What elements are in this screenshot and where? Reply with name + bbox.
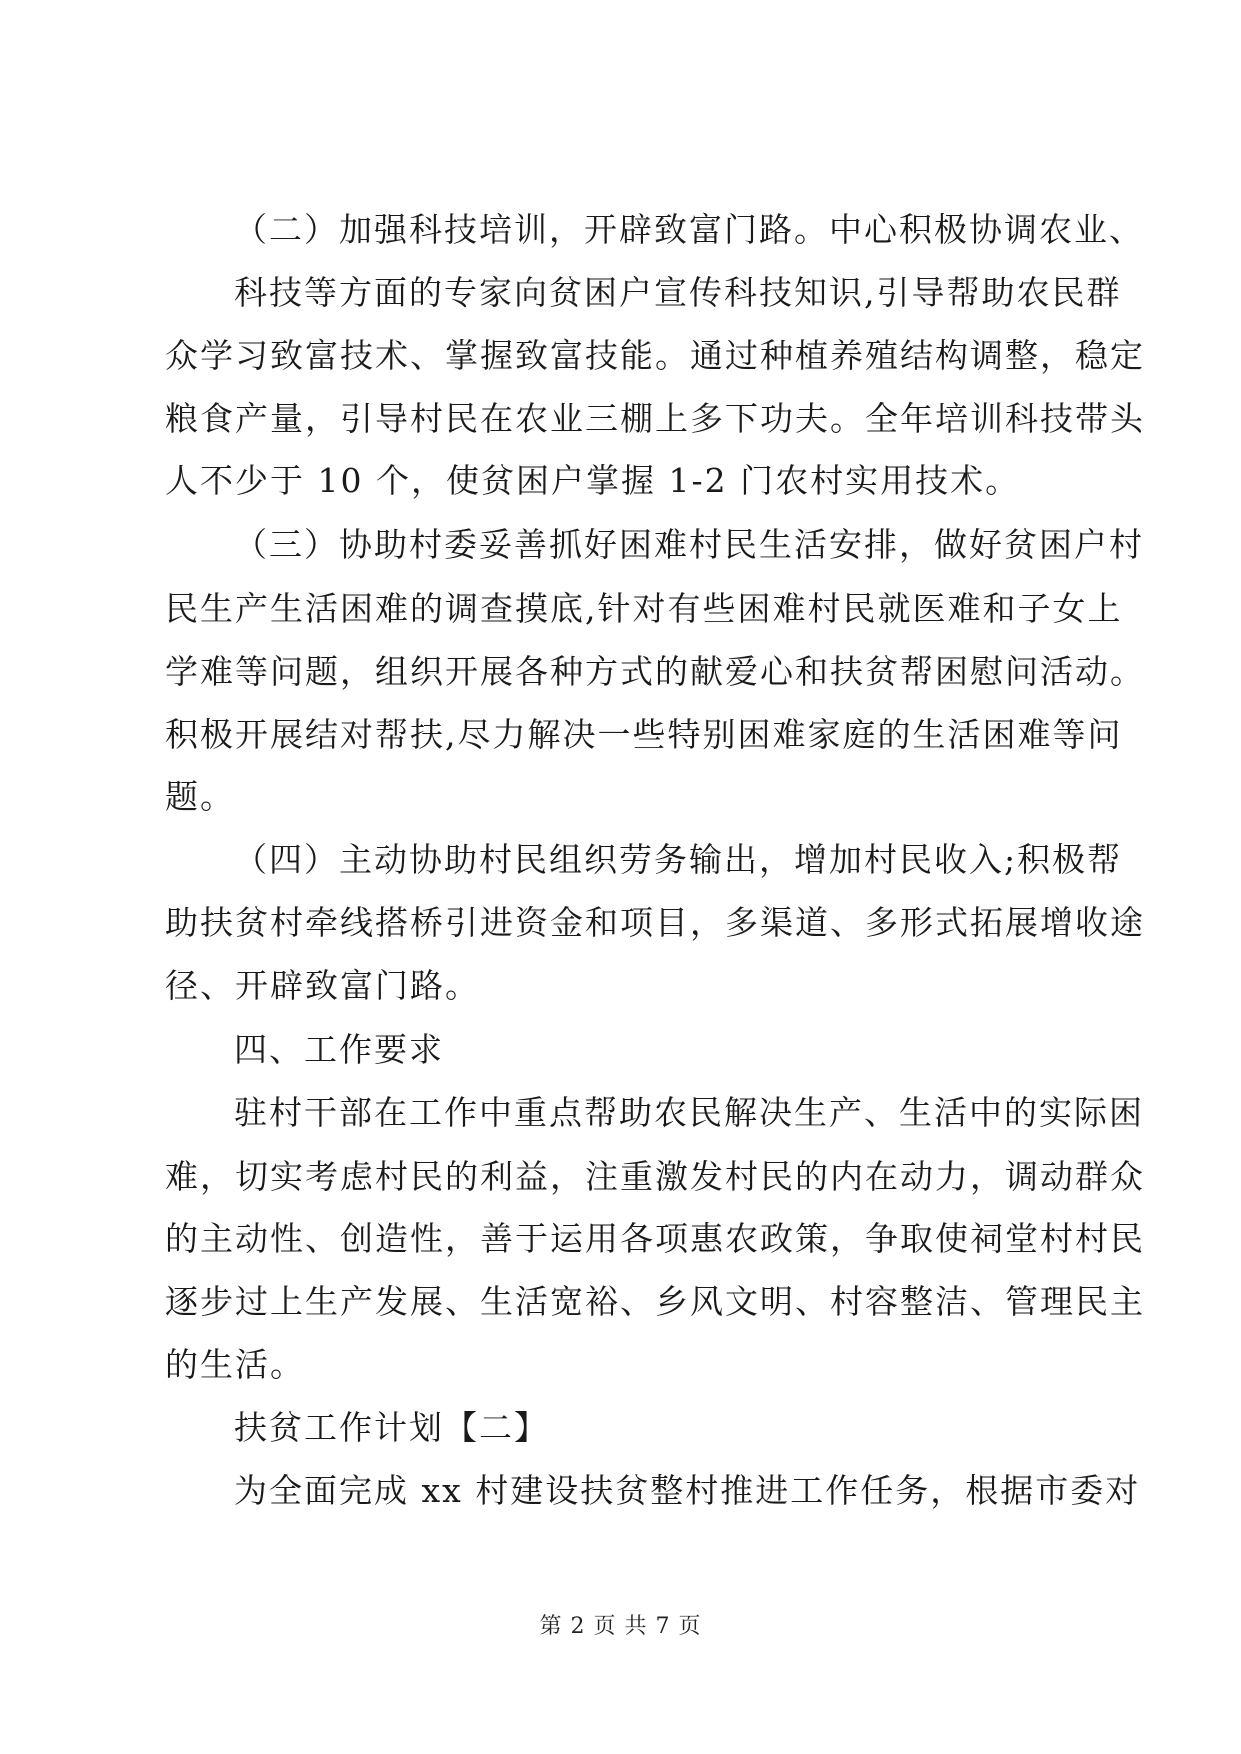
- text-line: 众学习致富技术、掌握致富技能。通过种植养殖结构调整，稳定: [165, 336, 1145, 375]
- text-line: （二）加强科技培训，开辟致富门路。中心积极协调农业、: [234, 210, 1144, 249]
- text-line: 径、开辟致富门路。: [165, 966, 480, 1005]
- text-line: 人不少于 10 个，使贫困户掌握 1-2 门农村实用技术。: [165, 461, 1021, 500]
- text-line: 题。: [165, 777, 235, 816]
- text-line: 的生活。: [165, 1345, 305, 1384]
- text-line: 驻村干部在工作中重点帮助农民解决生产、生活中的实际困: [234, 1093, 1144, 1132]
- section-heading: 扶贫工作计划【二】: [234, 1408, 549, 1447]
- text-line: 民生产生活困难的调查摸底,针对有些困难村民就医难和子女上: [165, 589, 1123, 628]
- text-line: 助扶贫村牵线搭桥引进资金和项目，多渠道、多形式拓展增收途: [165, 903, 1145, 942]
- text-line: 积极开展结对帮扶,尽力解决一些特别困难家庭的生活困难等问: [165, 715, 1123, 754]
- text-line: （三）协助村委妥善抓好困难村民生活安排，做好贫困户村: [234, 525, 1144, 564]
- text-line: 的主动性、创造性，善于运用各项惠农政策，争取使祠堂村村民: [165, 1219, 1145, 1258]
- text-line: 学难等问题，组织开展各种方式的献爱心和扶贫帮困慰问活动。: [165, 652, 1145, 691]
- section-heading: 四、工作要求: [234, 1030, 444, 1069]
- page-number: 第 2 页 共 7 页: [539, 1614, 702, 1639]
- text-line: 难，切实考虑村民的利益，注重激发村民的内在动力，调动群众: [165, 1157, 1145, 1196]
- text-line: （四）主动协助村民组织劳务输出，增加村民收入;积极帮: [234, 840, 1123, 879]
- text-line: 为全面完成 xx 村建设扶贫整村推进工作任务，根据市委对: [234, 1471, 1141, 1510]
- text-line: 逐步过上生产发展、生活宽裕、乡风文明、村容整洁、管理民主: [165, 1282, 1145, 1321]
- text-line: 科技等方面的专家向贫困户宣传科技知识,引导帮助农民群: [234, 273, 1122, 312]
- text-line: 粮食产量，引导村民在农业三棚上多下功夫。全年培训科技带头: [165, 399, 1145, 438]
